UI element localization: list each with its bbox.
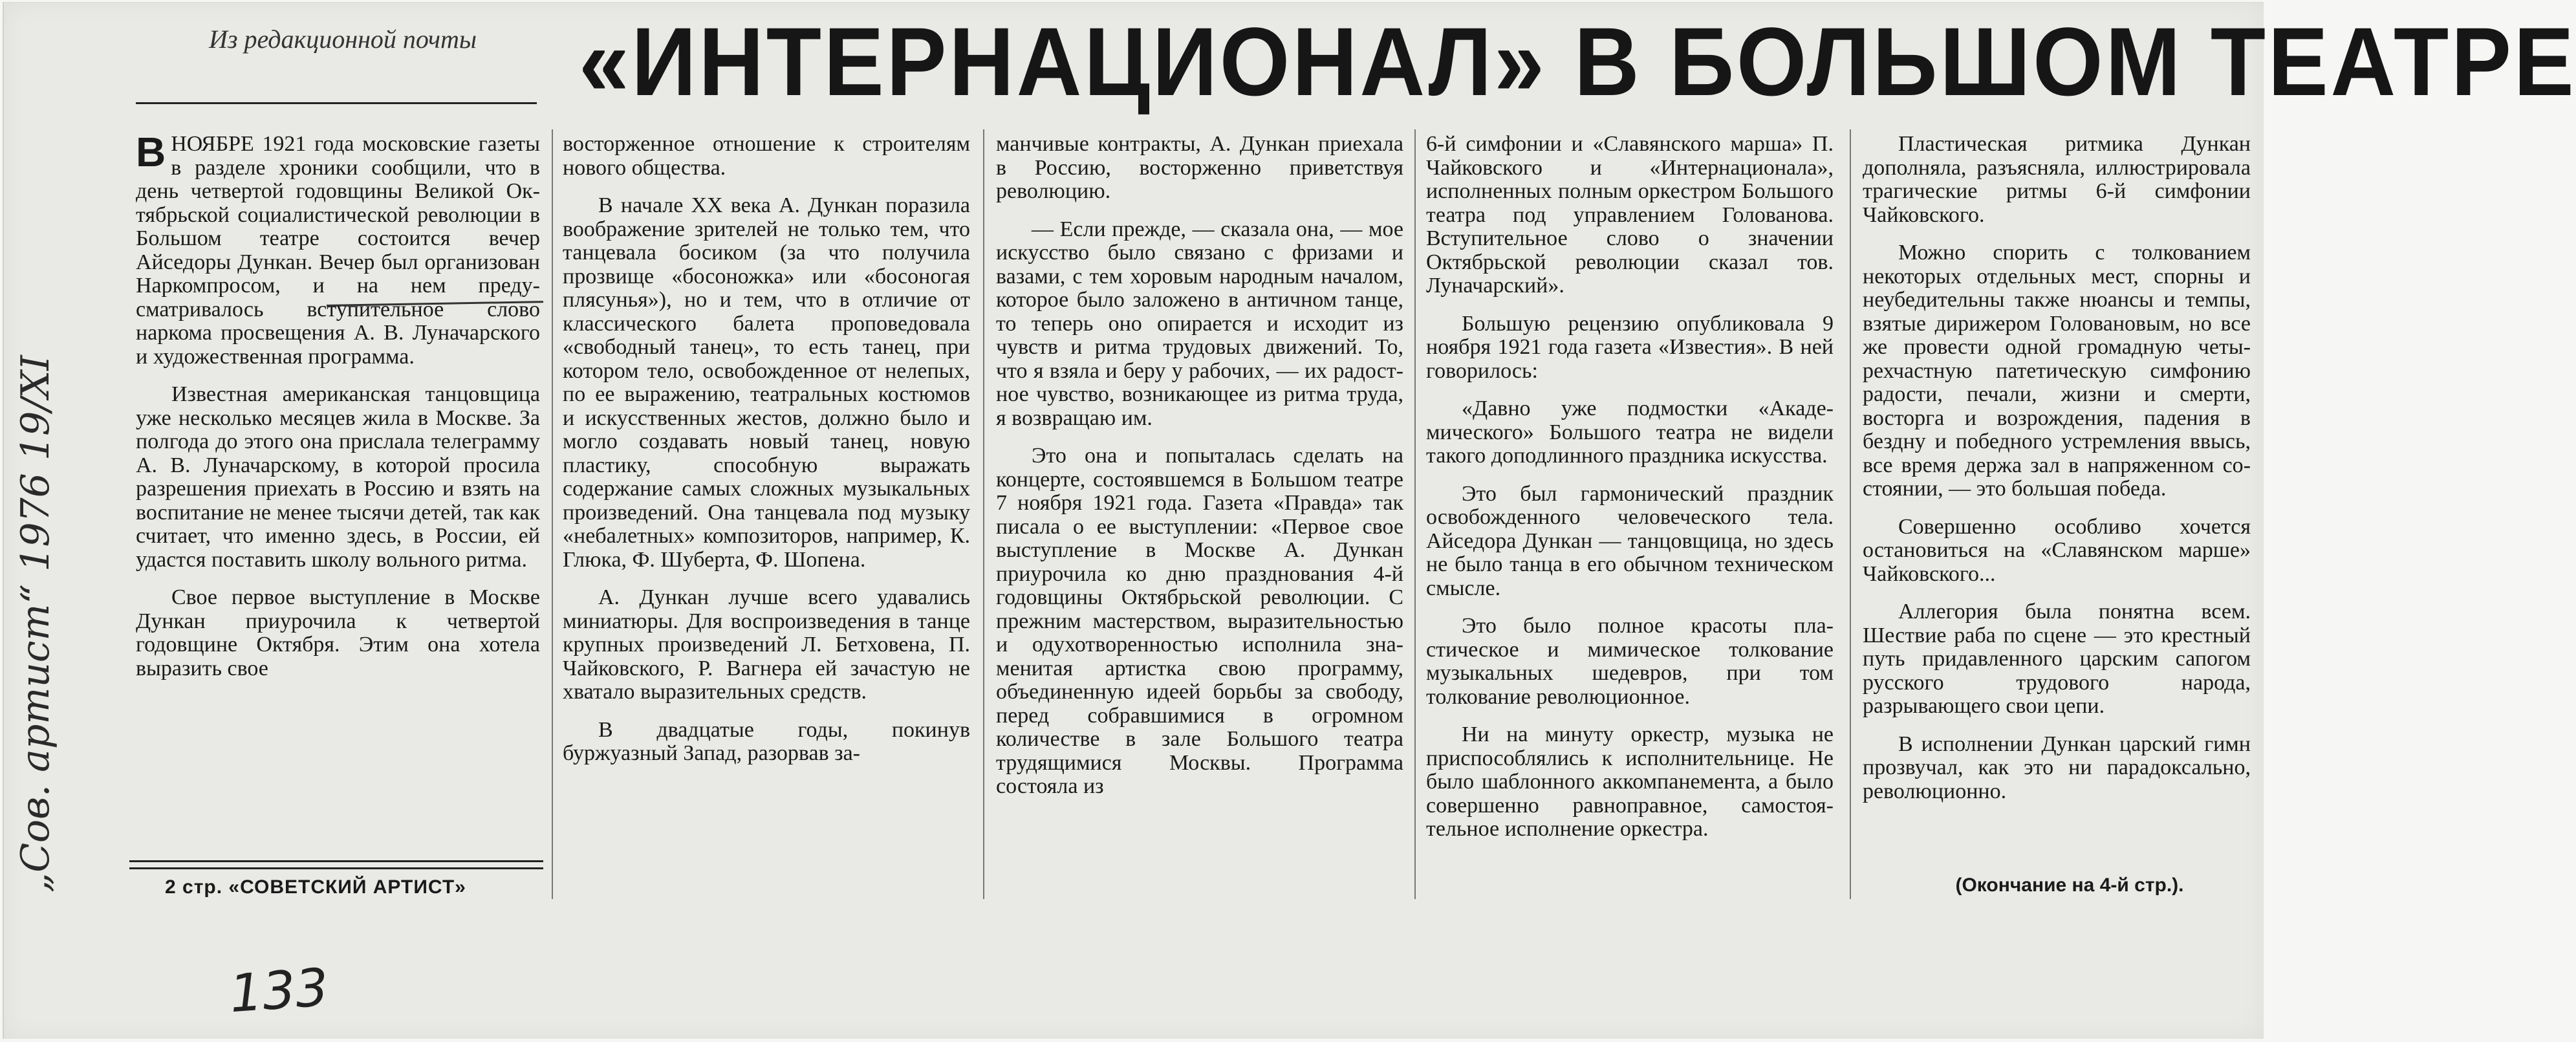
paragraph: В исполнении Дункан царский гимн прозвучал, как это ни парадоксально, революционно. (1863, 732, 2251, 803)
handwritten-source-note (13, 867, 58, 893)
paragraph: Совершенно особливо хочется остановиться на «Славянском марше» Чайковского... (1863, 514, 2251, 586)
paragraph: Пластическая ритмика Дункан дополняла, разъясняла, иллюстрировала трагические ритмы 6-й симфонии Чайковского. (1863, 132, 2251, 227)
article-column-1 (136, 129, 540, 680)
paragraph: Аллегория была понятна всем. Шествие раба по сцене — это крестный путь придавленного царским сапогом русского трудового народа, разрывающего свои цепи. (1863, 600, 2251, 718)
paragraph: Ни на минуту оркестр, музыка не приспособлялись к исполнительнице. Не было шаблонного аккомпанемента, а было совершенно равноправное, самостоятельное исполнение оркестра. (1426, 722, 1834, 841)
headline: «ИНТЕРНАЦИОНАЛ» В БОЛЬШОМ ТЕАТРЕ (579, 7, 2576, 116)
rubric-label: Из редакционной почты (209, 25, 477, 54)
rubric-divider (136, 102, 537, 104)
paragraph: В двадцатые годы, покинув буржуазный Запад, разорвав за- (563, 717, 970, 765)
continuation-note: (Окончание на 4-й стр.). (1955, 874, 2184, 896)
paragraph-text: НОЯБРЕ 1921 года московские газеты в разделе хроники сообщили, что в день четвертой годовщины Великой Октябрьской социалистической революции в Большом театре состоится вечер Айседоры Дункан. Вечер был организован Наркомпросом, и на нем предусматривалось вступительное слово наркома просвещения А. В. Луначарского и художественная программа. (136, 132, 540, 369)
paragraph: Известная американская танцовщица уже несколько месяцев жила в Москве. За полгода до этого она прислала телеграмму А. В. Луначарскому, в которой просила разрешения приехать в Россию и взять на воспитание не менее тысячи детей, так как считает, что именно здесь, в России, ей удастся поставить школу вольного ритма. (136, 382, 540, 572)
paragraph: — Если прежде, — сказала она, — мое искусство было связано с фризами и вазами, с тем хоровым народным началом, которое было заложено в античном танце, то теперь оно опирается и исходит из чувств и ритма трудовых движений. То, что я взяла и беру у рабочих, — их радостное чувство, возникающее из ритма труда, я возвращаю им. (996, 217, 1403, 430)
paragraph: «Давно уже подмостки «Академического» Большого театра не видели такого доподлинного праздника искусства. (1426, 396, 1834, 468)
footer-divider (129, 860, 543, 869)
page-footer: 2 стр. «СОВЕТСКИЙ АРТИСТ» (165, 876, 466, 898)
column-divider (552, 129, 553, 899)
column-divider (1850, 129, 1851, 899)
paragraph: манчивые контракты, А. Дункан приехала в Россию, восторженно приветствуя революцию. (996, 132, 1403, 203)
paragraph (136, 129, 540, 369)
drop-cap: В (136, 129, 166, 175)
paragraph: Это был гармонический праздник освобожденного человеческого тела. Айседора Дункан — танцовщица, но здесь не было танца в его обычном техническом смысле. (1426, 481, 1834, 600)
paragraph: Можно спорить с толкованием некоторых отдельных мест, спорны и неубедительны также нюансы и темпы, взятые дирижером Головановым, но все же провести одной громадную четырехчастную патетическую симфонию радости, печали, жизни и смерти, восторга и возрождения, падения в бездну и победного устремления ввысь, все время держа зал в напряженном состоянии, — это большая победа. (1863, 241, 2251, 501)
paragraph: Свое первое выступление в Москве Дункан приурочила к четвертой годовщине Октября. Этим она хотела выразить свое (136, 585, 540, 680)
paragraph: Это она и попыталась сделать на концерте, состоявшемся в Большом театре 7 ноября 1921 года. Газета «Правда» так писала о ее выступлении: «Первое свое выступление в Москве А. Дункан приурочила ко дню празднования 4-й годовщины Октябрьской революции. С прежним мастерством, выразительностью и одухотворенностью исполнила знаменитая артистка свою программу, объединенную идеей борьбы за свободу, перед собравшимися в огромном количестве в зале Большого театра трудящимися Москвы. Программа состояла из (996, 444, 1403, 798)
paragraph: А. Дункан лучше всего удавались миниатюры. Для воспроизведения в танце крупных произведений Л. Бетховена, П. Чайковского, Р. Вагнера ей зачастую не хватало выразительных средств. (563, 585, 970, 704)
paragraph: В начале XX века А. Дункан поразила воображение зрителей не только тем, что танцевала босиком (за что получила прозвище «босоножка» или «босоногая плясунья»), но и тем, что в отличие от классического балета проповедовала «свободный танец», то есть танец, при котором тело, освобожденное от нелепых, по ее выражению, театральных костюмов и искусственных жестов, должно было и могло создавать новый танец, новую пластику, способную выражать содержание самых сложных музыкальных произведений. Она танцевала под музыку «небалетных» композиторов, например, К. Глюка, Ф. Шуберта, Ф. Шопена. (563, 193, 970, 572)
article-column-5 (1863, 133, 2251, 803)
paragraph: восторженное отношение к строителям нового общества. (563, 132, 970, 180)
article-column-2 (563, 133, 970, 766)
column-divider (1414, 129, 1416, 899)
paragraph: Это было полное красоты пластическое и мимическое толкование музыкальных шедевров, при том толкование революционное. (1426, 614, 1834, 709)
paragraph: 6-й симфонии и «Славянского марша» П. Чайковского и «Интернационала», исполненных полным оркестром Большого театра под управлением Голованова. Вступительное слово о значении Октябрьской революции сказал тов. Луначарский». (1426, 132, 1834, 298)
article-column-3 (996, 133, 1403, 799)
column-divider (983, 129, 984, 899)
paragraph: Большую рецензию опубликовала 9 ноября 1921 года газета «Известия». В ней говорилось: (1426, 311, 1834, 383)
handwritten-page-number: 133 (227, 957, 330, 1025)
article-column-4 (1426, 133, 1834, 841)
